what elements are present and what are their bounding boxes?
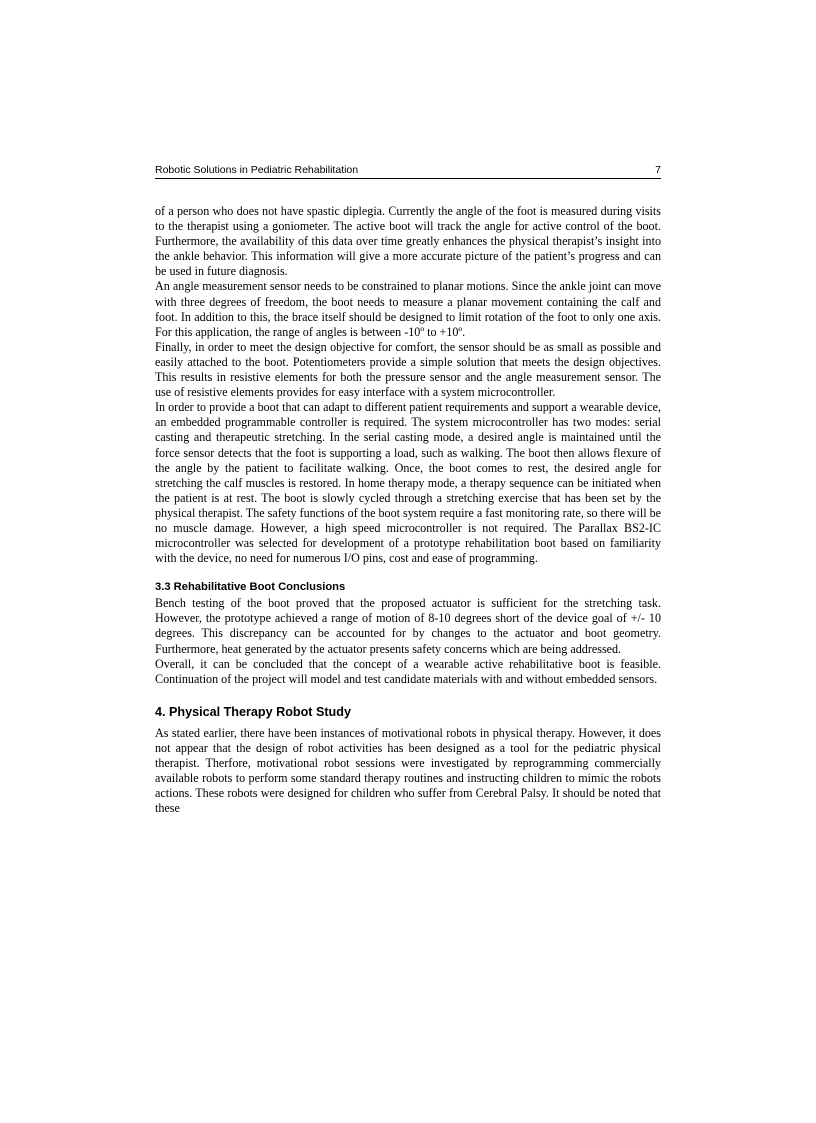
section-heading-4: 4. Physical Therapy Robot Study [155, 704, 351, 719]
body-text [155, 204, 661, 816]
paragraph-bench-testing: Bench testing of the boot proved that the proposed actuator is sufficient for the stretching task. However, the prototype achieved a range of motion of 8-10 degrees short of the device goal of +/- 10 degrees. This discrepancy can be accounted for by changes to the actuator and boot geometry. Furthermore, heat generated by the actuator presents safety concerns which are being addressed. [155, 596, 661, 656]
paragraph-microcontroller: In order to provide a boot that can adapt to different patient requirements and support a wearable device, an embedded programmable controller is required. The system microcontroller has two modes: serial casting and therapeutic stretching. In the serial casting mode, a desired angle is maintained until the force sensor detects that the foot is supporting a load, such as walking. The boot then allows flexure of the angle by the patient to facilitate walking. Once, the boot comes to rest, the desired angle for stretching the calf muscles is restored. In home therapy mode, a therapy sequence can be initiated when the patient is at rest. The boot is slowly cycled through a stretching exercise that has been set by the physical therapist. The safety functions of the boot system require a fast monitoring rate, so there will be no muscle damage. However, a high speed microcontroller is not required. The Parallax BS2-IC microcontroller was selected for development of a prototype rehabilitation boot based on familiarity with the device, no need for numerous I/O pins, cost and ease of programming. [155, 400, 661, 566]
section-heading-3-3: 3.3 Rehabilitative Boot Conclusions [155, 581, 346, 594]
paragraph-angle-sensor: An angle measurement sensor needs to be constrained to planar motions. Since the ankle joint can move with three degrees of freedom, the boot needs to measure a planar movement containing the calf and foot. In addition to this, the brace itself should be designed to limit rotation of the foot to only one axis. For this application, the range of angles is between -10º to +10º. [155, 279, 661, 339]
paragraph-potentiometers: Finally, in order to meet the design objective for comfort, the sensor should be as small as possible and easily attached to the boot. Potentiometers provide a simple solution that meets the design objectives. This results in resistive elements for both the pressure sensor and the angle measurement sensor. The use of resistive elements provides for easy interface with a system microcontroller. [155, 339, 661, 400]
paragraph-goniometer: of a person who does not have spastic diplegia. Currently the angle of the foot is measured during visits to the therapist using a goniometer. The active boot will track the angle for active control of the boot. Furthermore, the availability of this data over time greatly enhances the physical therapist’s insight into the ankle behavior. This information will give a more accurate picture of the patient’s progress and can be used in future diagnosis. [155, 204, 661, 279]
running-title: Robotic Solutions in Pediatric Rehabilitation [155, 164, 359, 176]
running-header [155, 164, 661, 179]
paragraph-conclusion: Overall, it can be concluded that the concept of a wearable active rehabilitative boot is feasible. Continuation of the project will model and test candidate materials with and without embedded sensors. [155, 656, 661, 686]
page-number: 7 [655, 164, 661, 176]
paragraph-robot-study: As stated earlier, there have been instances of motivational robots in physical therapy. However, it does not appear that the design of robot activities has been designed as a tool for the pediatric physical therapist. Therfore, motivational robot sessions were investigated by reprogramming commercially available robots to perform some standard therapy routines and instructing children to mimic the robots actions. These robots were designed for children who suffer from Cerebral Palsy. It should be noted that these [155, 725, 661, 816]
